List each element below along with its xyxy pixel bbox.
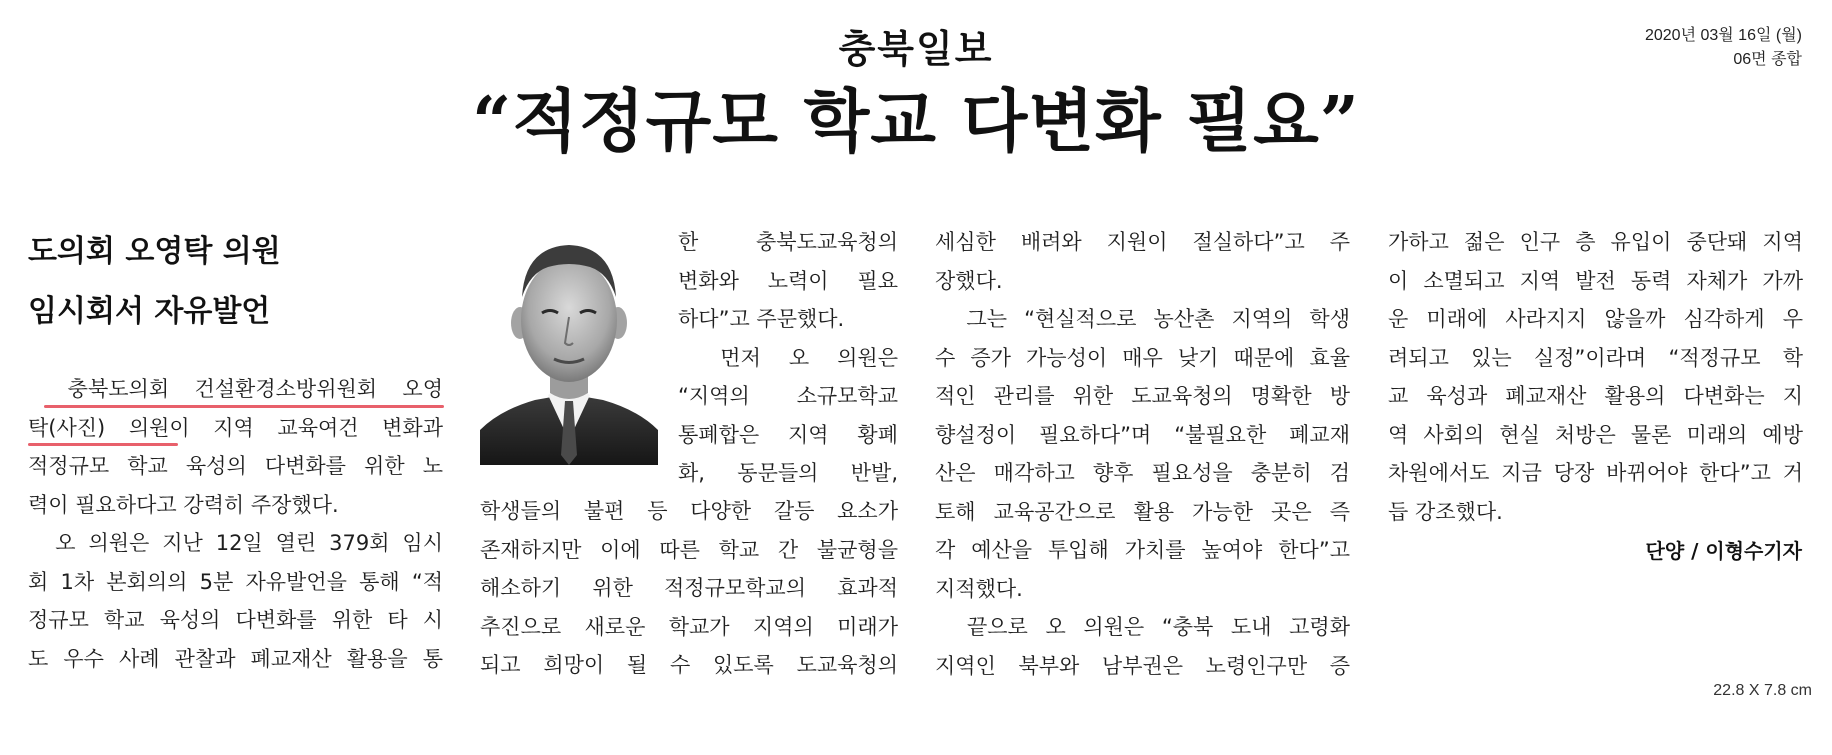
text-line: 이 소멸되고 지역 발전 동력 자체가 가까 [1388,268,1803,293]
dateline [1645,24,1802,72]
text-line: 지적했다. [935,576,1023,601]
text-line: 추진으로 새로운 학교가 지역의 미래가 [480,614,898,639]
text-line: 존재하지만 이에 따른 학교 간 불균형을 [480,537,898,562]
text-line: 각 예산을 투입해 가치를 높여야 한다”고 [935,538,1350,562]
text-line: 교 육성과 폐교재산 활용의 다변화는 지 [1388,384,1803,408]
portrait-photo [480,225,658,465]
text-line: “지역의 소규모학교 [678,384,898,408]
text-line: 오 의원은 지난 12일 열린 379회 임시 [28,531,443,555]
text-line: 력이 필요하다고 강력히 주장했다. [28,492,339,517]
text-line: 지역인 북부와 남부권은 노령인구만 증 [935,653,1350,678]
text-line: 한 충북도교육청의 [678,230,898,254]
text-line: 학생들의 불편 등 다양한 갈등 요소가 [480,499,898,523]
highlight-underline-1 [44,405,444,408]
clipping-size-note: 22.8 X 7.8 cm [1713,682,1812,699]
text-line: 도 우수 사례 관찰과 폐교재산 활용을 통 [28,646,443,671]
text-line: 듭 강조했다. [1388,499,1503,524]
text-line: 충북도의회 건설환경소방위원회 오영 [28,377,443,401]
article-column-1 [28,370,443,678]
subheadline-line-1: 도의회 오영탁 의원 [28,234,281,269]
article-column-2-bottom [480,492,898,685]
text-line: 먼저 오 의원은 [678,345,898,370]
text-line: 수 증가 가능성이 매우 낮기 때문에 효율 [935,345,1350,370]
newspaper-masthead: 충북일보 [838,26,994,71]
text-line: 운 미래에 사라지지 않을까 심각하게 우 [1388,307,1803,331]
text-line: 회 1차 본회의의 5분 자유발언을 통해 “적 [28,569,443,594]
reporter-byline: 단양 / 이형수기자 [1645,539,1802,563]
text-line: 화, 동문들의 반발, [678,461,898,485]
text-line: 되고 희망이 될 수 있도록 도교육청의 [480,653,898,677]
text-line: 정규모 학교 육성의 다변화를 위한 타 시 [28,608,443,632]
subheadline-line-2: 임시회서 자유발언 [28,294,271,329]
text-line: 탁(사진) 의원이 지역 교육여건 변화과 [28,415,443,440]
article-column-2-top [678,223,898,493]
text-line: 산은 매각하고 향후 필요성을 충분히 검 [935,461,1350,485]
portrait-photo-icon [480,225,658,465]
article-headline: “적정규모 학교 다변화 필요” [472,82,1360,162]
page-section: 06면 종합 [1733,51,1802,68]
text-line: 하다”고 주문했다. [678,307,845,331]
text-line: 향설정이 필요하다”며 “불필요한 폐교재 [935,422,1350,447]
text-line: 해소하기 위한 적정규모학교의 효과적 [480,576,898,600]
publication-date: 2020년 03월 16일 (월) [1644,27,1802,44]
text-line: 려되고 있는 실정”이라며 “적정규모 학 [1388,345,1803,370]
text-line: 차원에서도 지금 당장 바뀌어야 한다”고 거 [1388,461,1803,485]
text-line: 적인 관리를 위한 도교육청의 명확한 방 [935,384,1350,408]
article-column-3 [935,223,1350,685]
text-line: 끝으로 오 의원은 “충북 도내 고령화 [935,615,1350,639]
article-subheadline [28,222,281,342]
text-line: 변화와 노력이 필요 [678,268,898,293]
highlight-underline-2 [28,443,178,446]
text-line: 그는 “현실적으로 농산촌 지역의 학생 [935,307,1350,331]
text-line: 장했다. [935,268,1003,293]
text-line: 토해 교육공간으로 활용 가능한 곳은 즉 [935,499,1350,524]
text-line: 적정규모 학교 육성의 다변화를 위한 노 [28,454,443,478]
text-line: 역 사회의 현실 처방은 물론 미래의 예방 [1388,422,1803,447]
text-line: 가하고 젊은 인구 층 유입이 중단돼 지역 [1388,230,1803,254]
text-line: 통폐합은 지역 황폐 [678,422,898,447]
article-column-4 [1388,223,1803,531]
text-line: 세심한 배려와 지원이 절실하다”고 주 [935,230,1350,254]
